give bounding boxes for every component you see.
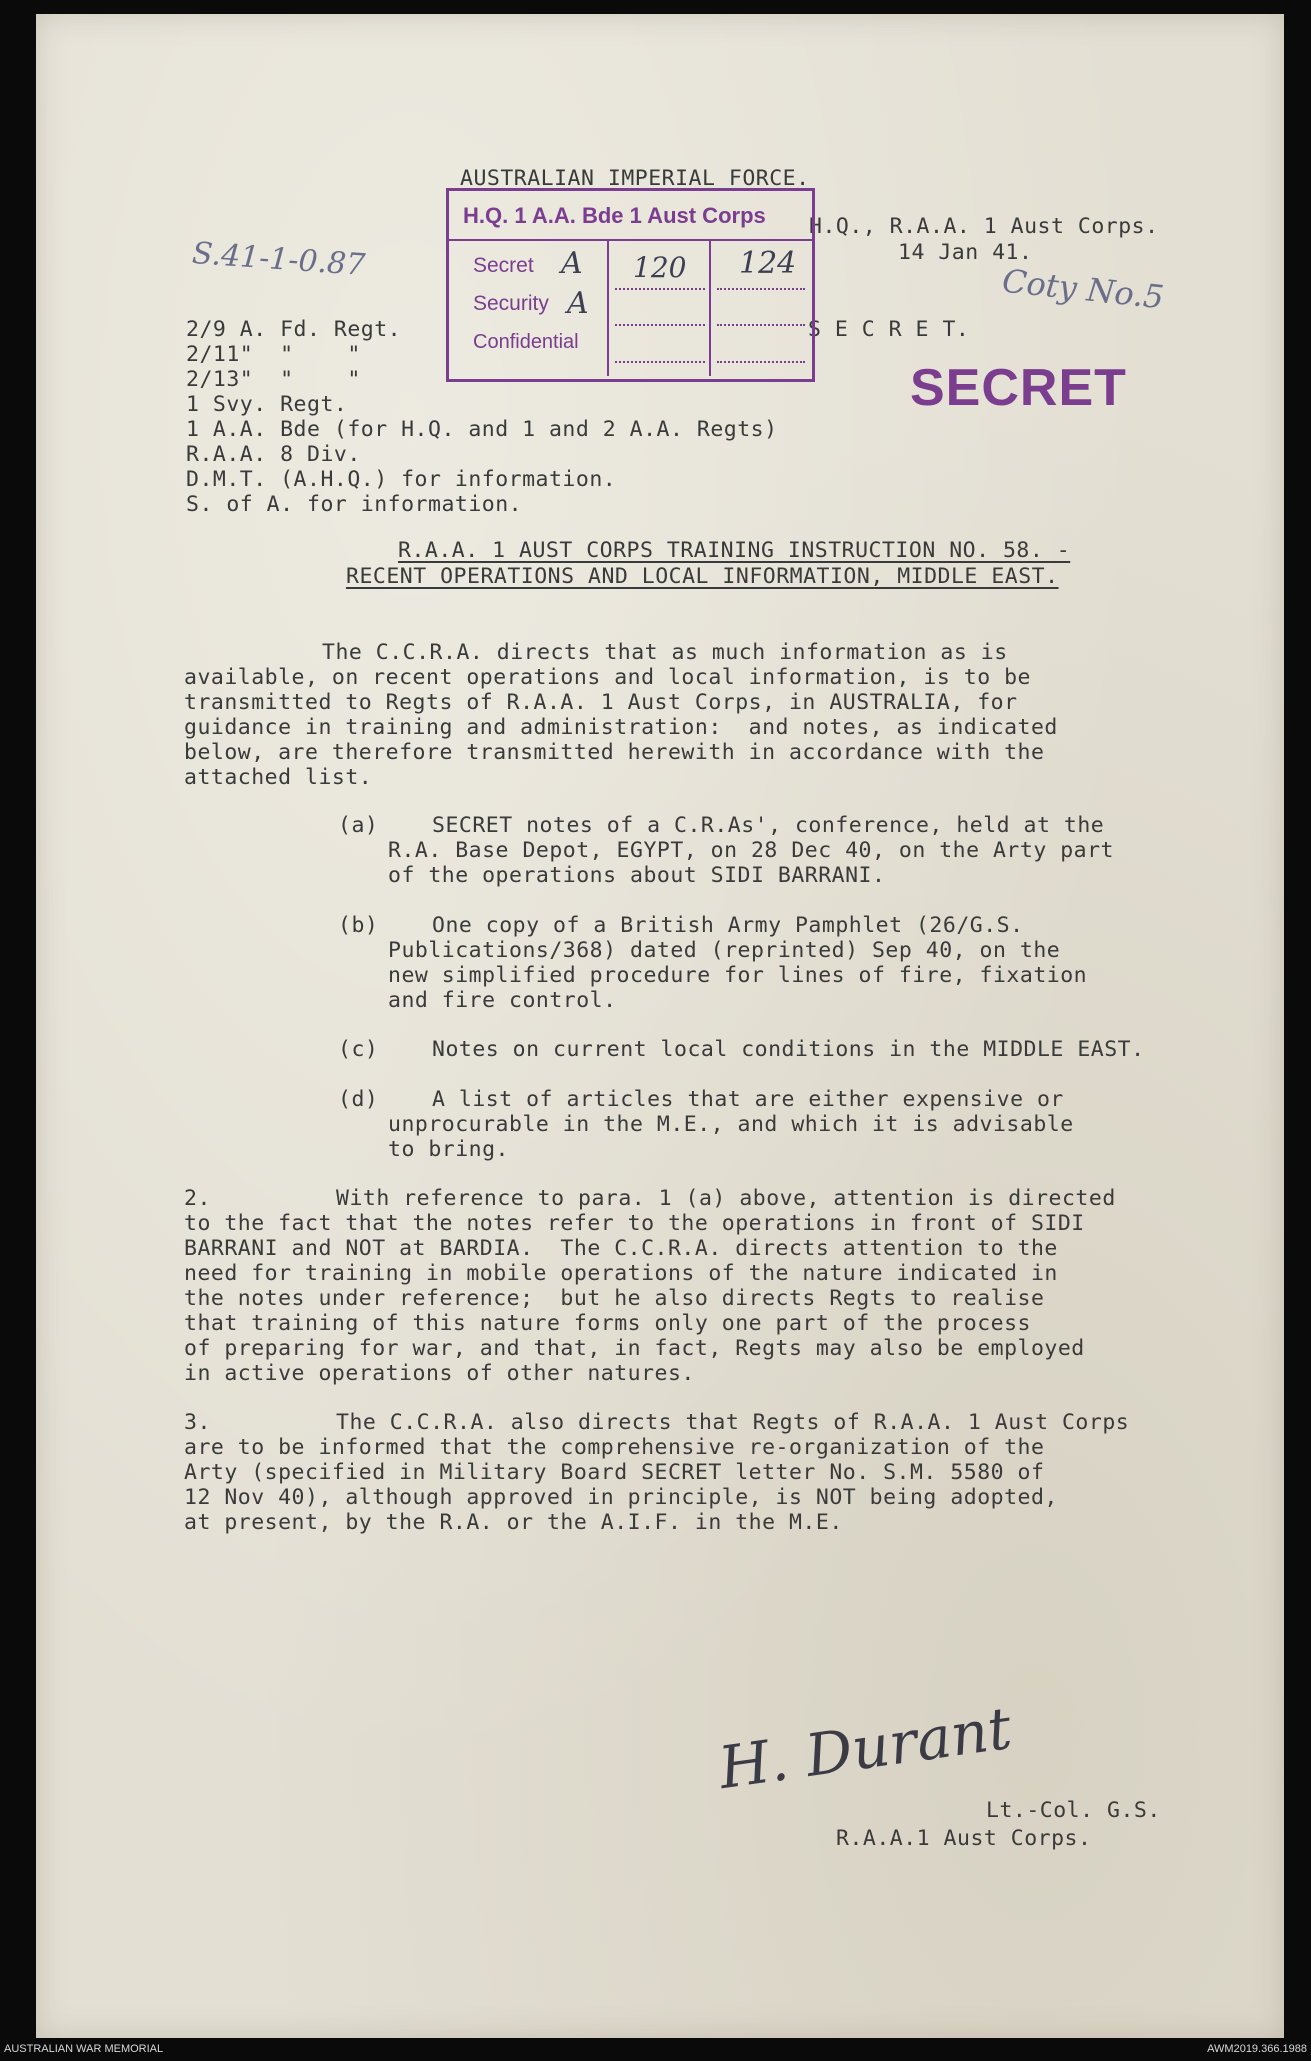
paragraph-line: With reference to para. 1 (a) above, attention is directed xyxy=(336,1186,1116,1211)
item-line: Publications/368) dated (reprinted) Sep 40, on the xyxy=(388,938,1061,963)
addressee-line: 1 A.A. Bde (for H.Q. and 1 and 2 A.A. Regts) xyxy=(186,417,778,442)
paragraph-line: The C.C.R.A. directs that as much information as is xyxy=(322,640,1008,665)
stamp-confidential-label: Confidential xyxy=(473,331,579,353)
paragraph-number: 2. xyxy=(184,1186,211,1211)
signatory-rank: Lt.-Col. G.S. xyxy=(986,1798,1161,1823)
stamp-secret-col1: 120 xyxy=(633,251,687,284)
item-label: (d) xyxy=(338,1087,379,1112)
paragraph-line: the notes under reference; but he also directs Regts to realise xyxy=(184,1286,1045,1311)
document-title: AUSTRALIAN IMPERIAL FORCE. xyxy=(460,166,810,191)
item-line: and fire control. xyxy=(388,988,617,1013)
sender-line: H.Q., R.A.A. 1 Aust Corps. xyxy=(809,214,1159,239)
stamp-secret-mark: A xyxy=(561,246,583,281)
paragraph-line: are to be informed that the comprehensive re-organization of the xyxy=(184,1435,1045,1460)
paragraph-line: below, are therefore transmitted herewith in accordance with the xyxy=(184,740,1045,765)
paragraph-line: 12 Nov 40), although approved in principle, is NOT being adopted, xyxy=(184,1485,1058,1510)
addressee-line: 1 Svy. Regt. xyxy=(186,392,348,417)
paragraph-line: to the fact that the notes refer to the operations in front of SIDI xyxy=(184,1211,1085,1236)
addressee-line: R.A.A. 8 Div. xyxy=(186,442,361,467)
paragraph-line: available, on recent operations and local information, is to be xyxy=(184,665,1031,690)
paragraph-line: in active operations of other natures. xyxy=(184,1361,695,1386)
addressee-line: S. of A. for information. xyxy=(186,492,523,517)
item-line: SECRET notes of a C.R.As', conference, held at the xyxy=(432,813,1105,838)
item-label: (b) xyxy=(338,913,379,938)
item-line: new simplified procedure for lines of fire, fixation xyxy=(388,963,1088,988)
archive-footer-right: AWM2019.366.1988 xyxy=(1207,2043,1307,2055)
addressee-line: D.M.T. (A.H.Q.) for information. xyxy=(186,467,617,492)
archive-footer-left: AUSTRALIAN WAR MEMORIAL xyxy=(4,2043,164,2055)
subject-line-2: RECENT OPERATIONS AND LOCAL INFORMATION, MIDDLE EAST. xyxy=(346,564,1059,589)
item-line: A list of articles that are either expensive or xyxy=(432,1087,1064,1112)
item-line: to bring. xyxy=(388,1137,509,1162)
paragraph-line: The C.C.R.A. also directs that Regts of R.A.A. 1 Aust Corps xyxy=(336,1410,1130,1435)
paragraph-line: that training of this nature forms only one part of the process xyxy=(184,1311,1031,1336)
paragraph-line: at present, by the R.A. or the A.I.F. in the M.E. xyxy=(184,1510,843,1535)
subject-line-1: R.A.A. 1 AUST CORPS TRAINING INSTRUCTION NO. 58. - xyxy=(398,538,1071,563)
stamp-secret-label: Secret xyxy=(473,254,534,277)
paragraph-line: need for training in mobile operations of the nature indicated in xyxy=(184,1261,1058,1286)
item-line: Notes on current local conditions in the MIDDLE EAST. xyxy=(432,1037,1145,1062)
item-line: One copy of a British Army Pamphlet (26/G.S. xyxy=(432,913,1024,938)
item-label: (a) xyxy=(338,813,379,838)
registry-stamp xyxy=(446,188,815,382)
paragraph-line: BARRANI and NOT at BARDIA. The C.C.R.A. directs attention to the xyxy=(184,1236,1058,1261)
document-page xyxy=(36,14,1284,2038)
signatory-unit: R.A.A.1 Aust Corps. xyxy=(836,1826,1092,1851)
classification-heading: S E C R E T. xyxy=(808,317,970,342)
paragraph-line: transmitted to Regts of R.A.A. 1 Aust Corps, in AUSTRALIA, for xyxy=(184,690,1018,715)
stamp-security-label: Security xyxy=(473,292,549,315)
addressee-line: 2/13" " " xyxy=(186,367,361,392)
paragraph-line: attached list. xyxy=(184,765,373,790)
item-label: (c) xyxy=(338,1037,379,1062)
handwritten-signature: H. Durant xyxy=(714,1693,1016,1803)
stamp-security-mark: A xyxy=(567,286,589,321)
item-line: of the operations about SIDI BARRANI. xyxy=(388,863,886,888)
item-line: R.A. Base Depot, EGYPT, on 28 Dec 40, on the Arty part xyxy=(388,838,1114,863)
document-date: 14 Jan 41. xyxy=(898,240,1033,265)
paragraph-line: Arty (specified in Military Board SECRET letter No. S.M. 5580 of xyxy=(184,1460,1045,1485)
stamp-title: H.Q. 1 A.A. Bde 1 Aust Corps xyxy=(463,203,766,228)
stamp-secret-col2: 124 xyxy=(739,246,797,281)
paragraph-line: of preparing for war, and that, in fact, Regts may also be employed xyxy=(184,1336,1085,1361)
addressee-line: 2/9 A. Fd. Regt. xyxy=(186,317,402,342)
paragraph-line: guidance in training and administration: and notes, as indicated xyxy=(184,715,1058,740)
handwritten-copy-number: Coty No.5 xyxy=(1000,261,1166,317)
item-line: unprocurable in the M.E., and which it is advisable xyxy=(388,1112,1074,1137)
handwritten-reference: S.41-1-0.87 xyxy=(190,235,367,284)
addressee-line: 2/11" " " xyxy=(186,342,361,367)
secret-stamp: SECRET xyxy=(910,359,1127,417)
paragraph-number: 3. xyxy=(184,1410,211,1435)
